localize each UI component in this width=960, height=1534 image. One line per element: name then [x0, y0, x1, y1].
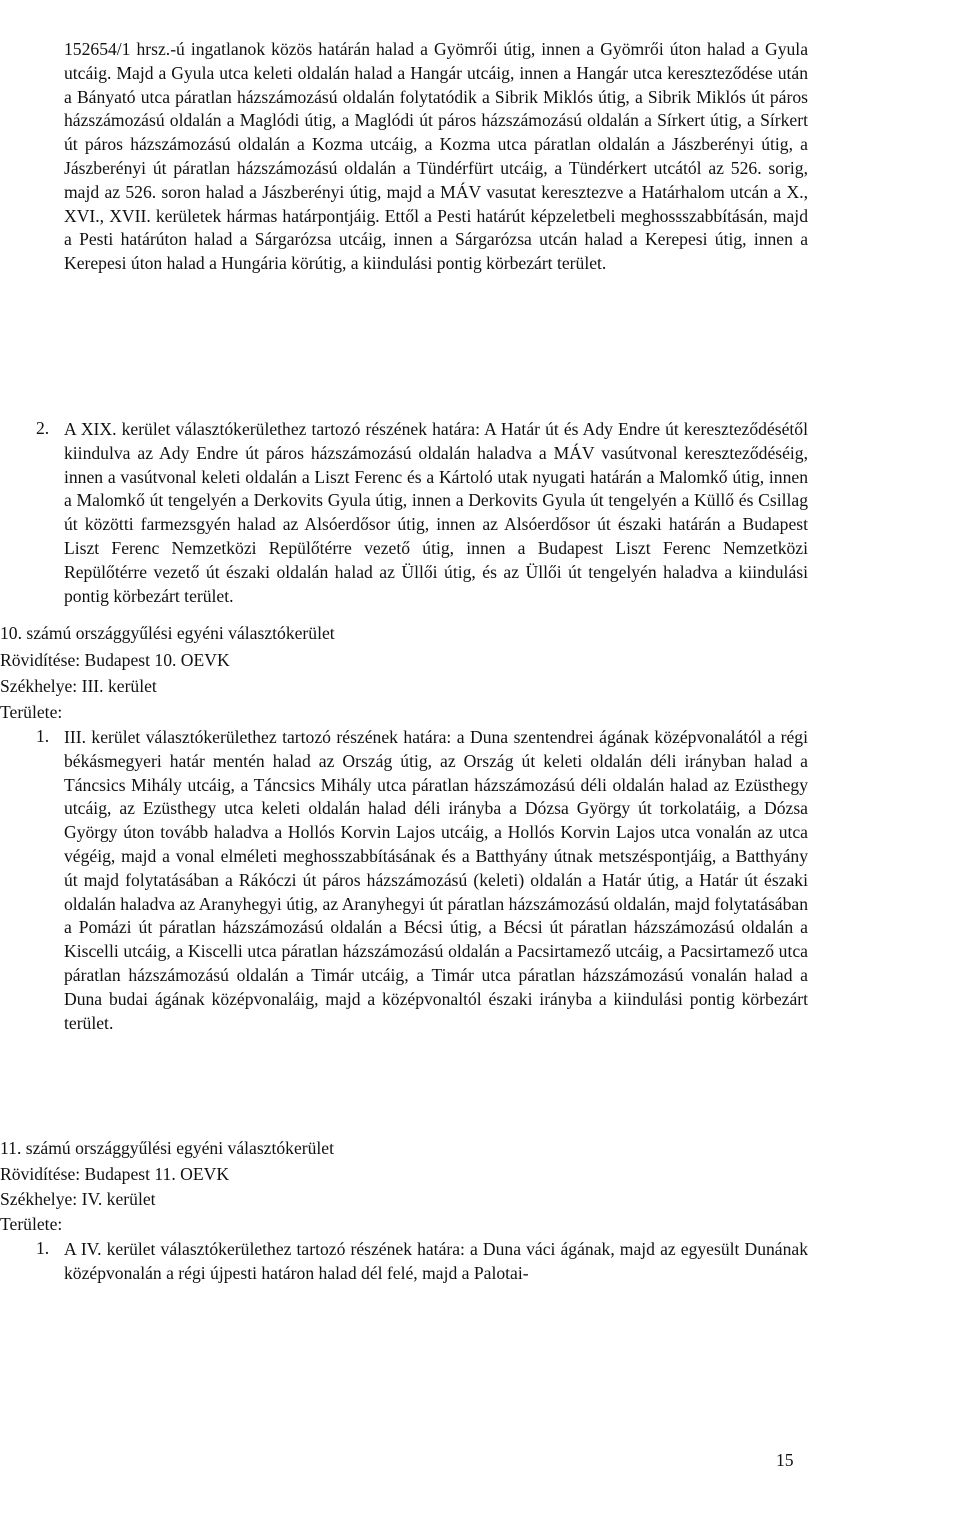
- list-number: 1.: [36, 1238, 50, 1258]
- page-number: 15: [776, 1450, 794, 1470]
- district-11-area-label: Területe:: [0, 1214, 63, 1234]
- list-item-text: A IV. kerület választókerülethez tartozó részének határa: a Duna váci ágának, majd az egyesült Dunának középvonalán a régi újpesti határon halad dél felé, majd a Palotai-: [64, 1239, 808, 1283]
- district-11-abbrev: Rövidítése: Budapest 11. OEVK: [0, 1164, 230, 1184]
- district-10-area-label: Területe:: [0, 702, 63, 722]
- list-item-text: A XIX. kerület választókerülethez tartozó részének határa: A Határ út és Ady Endre út kereszteződésétől kiindulva az Ady Endre út páros házszámozású oldalán haladva a MÁV vasútvonal kereszteződéséig, innen a vasútvonal keleti oldalán a Liszt Ferenc és a Kártoló utak nyugati határán a Malomkő útig, innen a Malomkő út tengelyén a Derkovits Gyula útig, innen a Derkovits Gyula út tengelyén a Küllő és Csillag út közötti farmezsgyén halad az Alsóerdősor útig, innen az Alsóerdősor út északi határán a Budapest Liszt Ferenc Nemzetközi Repülőtérre vezető útig, innen a Budapest Liszt Ferenc Nemzetközi Repülőtérre vezető út északi oldalán halad az Üllői útig, és az Üllői út tengelyén haladva a kiindulási pontig körbezárt terület.: [64, 419, 808, 606]
- list-number: 1.: [36, 726, 50, 746]
- list-item-text: III. kerület választókerülethez tartozó részének határa: a Duna szentendrei ágának középvonalától a régi békásmegyeri határ mentén halad az Ország útig, az Ország út keleti oldalán déli irányban halad a Táncsics Mihály utcáig, a Táncsics Mihály utca páratlan házszámozású déli oldalán halad az Ezüsthegy utcáig, az Ezüsthegy utca keleti oldalán halad déli irányba a Dózsa György út torkolatáig, a Dózsa György úton tovább haladva a Hollós Korvin Lajos utcáig, a Hollós Korvin Lajos utca vonalán az utca végéig, majd a vonal elméleti meghosszabbításának és a Batthyány útnak metszéspontjáig, a Batthyány út majd folytatásában a Rákóczi út páros házszámozású (keleti) oldalán a Határ útig, a Határ út északi oldalán haladva az Aranyhegyi útig, az Aranyhegyi út páratlan házszámozású oldalán, majd folytatásában a Pomázi út páratlan házszámozású oldalán a Bécsi útig, a Bécsi út páratlan házszámozású oldalán a Kiscelli utcáig, a Kiscelli utca páratlan házszámozású oldalán a Pacsirtamező utcáig, a Pacsirtamező utca páratlan házszámozású oldalán a Timár utcáig, a Timár utca páratlan házszámozású vonalán halad a Duna budai ágának középvonaláig, majd a középvonaltól északi irányba a kiindulási pontig körbezárt terület.: [64, 727, 808, 1033]
- continuation-paragraph: 152654/1 hrsz.-ú ingatlanok közös határán halad a Gyömrői útig, innen a Gyömrői úton halad a Gyula utcáig. Majd a Gyula utca keleti oldalán halad a Hangár utcáig, innen a Hangár utca kereszteződése után a Bányató utca páratlan házszámozású oldalán folytatódik a Sibrik Miklós útig, a Sibrik Miklós út páros házszámozású oldalán a Maglódi útig, a Maglódi út páros házszámozású oldalán a Sírkert útig, a Sírkert út páros házszámozású oldalán a Kozma utcáig, a Kozma utca páratlan oldalán a Jászberényi útig, a Jászberényi út páratlan házszámozású oldalán a Tündérfürt utcáig, a Tündérkert utcától az 526. sorig, majd az 526. soron halad a Jászberényi útig, majd a MÁV vasutat keresztezve a Határhalom utcán a X., XVI., XVII. kerületek hármas határpontjáig. Ettől a Pesti határút képzeletbeli meghossszabbításán, majd a Pesti határúton halad a Sárgarózsa utcáig, innen a Sárgarózsa utcán halad a Kerepesi útig, innen a Kerepesi úton halad a Hungária körútig, a kiindulási pontig körbezárt terület.: [64, 39, 808, 274]
- district-11-seat: Székhelye: IV. kerület: [0, 1189, 156, 1209]
- list-number: 2.: [36, 418, 50, 438]
- district-10-abbrev: Rövidítése: Budapest 10. OEVK: [0, 650, 230, 670]
- district-10-seat: Székhelye: III. kerület: [0, 676, 157, 696]
- district-11-title: 11. számú országgyűlési egyéni választókerület: [0, 1138, 335, 1158]
- district-10-title: 10. számú országgyűlési egyéni választókerület: [0, 623, 335, 643]
